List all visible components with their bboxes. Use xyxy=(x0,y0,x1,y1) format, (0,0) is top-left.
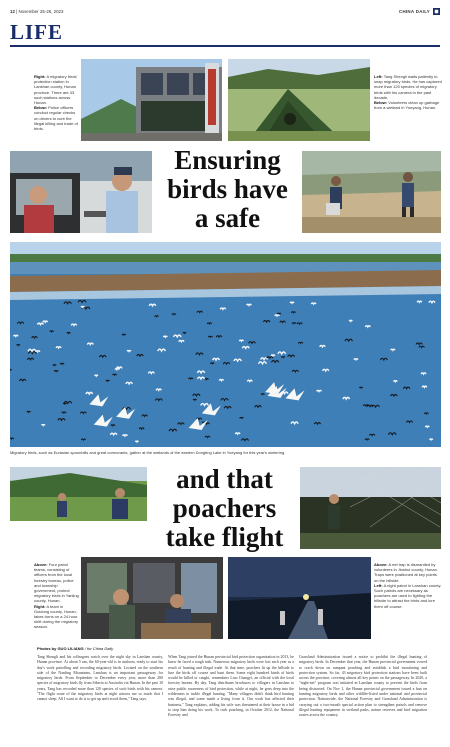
bird-mark xyxy=(183,332,186,333)
caption-text: A night patrol in Lanshan county. Such patrols are necessary as poachers are used to lighting the hillside to attract the birds and lure them off course. xyxy=(374,582,442,609)
bird-mark xyxy=(393,381,397,382)
bird-mark xyxy=(27,411,31,412)
bird-mark xyxy=(60,363,64,364)
bird-mark xyxy=(42,425,45,426)
bird-mark xyxy=(311,303,316,304)
bird-mark xyxy=(277,313,281,314)
caption-text: A migratory birds' protection station in Lanshan county, Hunan province. There are 43 such stations across Hunan. xyxy=(34,74,78,106)
bird-mark xyxy=(179,340,184,341)
caption-lead: Left: xyxy=(374,582,383,588)
china-daily-logo-icon xyxy=(433,8,440,15)
bird-mark xyxy=(95,375,98,376)
bird-mark xyxy=(106,380,110,381)
photo-net-trap xyxy=(300,467,441,549)
caption-text: Volunteers clean up garbage from a wetland in Yueyang, Hunan. xyxy=(374,100,440,111)
bird-mark xyxy=(219,379,223,380)
bird-mark xyxy=(235,433,240,434)
caption-bottom-right xyxy=(374,562,442,609)
photo-tent-photographer xyxy=(228,59,370,141)
photo-lake-birds xyxy=(10,242,441,447)
bird-mark xyxy=(62,412,66,413)
bird-mark xyxy=(240,417,244,418)
section-title: LIFE xyxy=(10,20,64,44)
bird-mark xyxy=(17,345,20,346)
bird-mark xyxy=(188,378,192,379)
bird-mark xyxy=(172,314,176,315)
caption-lead: Below: xyxy=(34,105,48,111)
credit-source: / for China Daily xyxy=(84,646,114,651)
caption-top-right xyxy=(374,74,442,110)
bird-mark xyxy=(63,403,66,404)
bird-mark xyxy=(354,359,358,360)
bird-mark xyxy=(123,435,128,436)
article-text: Grassland Administration issued a notice to prohibit the illegal hunting of migratory birds. In December that year, the Hunan provincial government vowed to crack down on rampant poaching and establish a bird monitoring and protection system. So far, 43 migratory bird protection stations have been built across the province, covering almost all key points on the passageway. In 2020, a "night-net" program was initiated in Lanshan county to prevent the birds from being distracted. On Nov 1, the Hunan provincial government issued a ban on hunting migratory birds and other wildlife-listed under national and provincial protection. Nationwide, the National Forestry and Grassland Administration is carrying out a two-month special action plan to strengthen patrols and remove illegal hunting equipment in wetland parks, nature reserves and bird migration routes across the country. xyxy=(299,655,427,718)
bird-mark xyxy=(81,306,84,307)
bird-mark xyxy=(281,357,284,358)
article-column-1 xyxy=(37,655,163,743)
page-number: 12 xyxy=(10,9,15,14)
bird-mark xyxy=(56,347,61,348)
caption-lead: Below: xyxy=(374,100,388,106)
bird-mark xyxy=(239,340,243,341)
bird-mark xyxy=(247,304,252,305)
bird-mark xyxy=(261,394,264,395)
caption-lead: Right: xyxy=(34,603,46,609)
bird-mark xyxy=(87,343,93,345)
caption-top-left xyxy=(34,74,79,131)
caption-lead: Above: xyxy=(34,562,48,567)
photo-night-patrol xyxy=(228,557,371,639)
bird-mark xyxy=(193,399,196,400)
bird-mark xyxy=(127,350,131,351)
bird-mark xyxy=(208,336,212,337)
bird-mark xyxy=(365,439,369,440)
bird-mark xyxy=(155,316,159,317)
caption-main: Migratory birds, such as Eurasian spoonbills and great cormorants, gather at the wetlands of the eastern Dongting Lake in Yueyang for this year's wintering. xyxy=(10,450,286,455)
bird-mark xyxy=(323,369,329,371)
article-text: When Tang joined the Hunan provincial bird protection organization in 2013, he knew he faced a tough task. Numerous migratory birds were lost each year as a result of hunting and illegal trade. At that time, poachers lit up the hillside to lure the birds off course and hunt them. Some eight hundred kinds of birds would be killed or caught, remembers Liao Changyi, an official with the local forestry bureau. By day, Tang distributes brochures to villagers in Lanshan to raise public awareness of bird protection, while at night, he goes deep into the wilderness to tackle illegal hunting. "Many villagers didn't think bird hunting was illegal, and some made a living from it. Our work has affected their business," Tang explains, adding his wife was threatened at their house in a bid to stop him doing his work. To curb poaching, in October 2012, the National Forestry and xyxy=(168,655,294,718)
article-column-3 xyxy=(299,655,427,743)
photo-credit xyxy=(37,646,113,651)
headline-bottom: and that poachers take flight xyxy=(165,464,284,552)
bird-mark xyxy=(148,372,154,374)
bird-mark xyxy=(291,312,295,313)
bird-mark xyxy=(210,363,214,364)
photo-protection-station xyxy=(81,59,222,141)
bird-mark xyxy=(317,390,322,391)
bird-mark xyxy=(163,336,167,337)
bird-mark xyxy=(205,379,209,380)
brand-name: CHINA DAILY xyxy=(398,9,430,14)
bird-mark xyxy=(50,331,54,332)
bird-mark xyxy=(320,345,325,346)
bird-mark xyxy=(417,301,422,302)
caption-text: Four patrol teams, consisting of officers from the local forestry bureau, police and township government, protect migratory birds in Yanling county, Hunan. xyxy=(34,562,79,604)
bird-mark xyxy=(43,321,48,322)
bird-mark xyxy=(156,389,161,390)
bird-mark xyxy=(275,315,280,316)
bird-mark xyxy=(365,326,370,327)
bird-mark xyxy=(247,380,252,381)
caption-lead: Left: xyxy=(374,74,383,79)
article-column-2 xyxy=(168,655,294,743)
photo-night-shift xyxy=(81,557,223,639)
bird-mark xyxy=(422,386,427,387)
bird-mark xyxy=(298,342,303,343)
caption-text: A team in Guidong county, Hunan, takes turns on a 24-hour shift during the migratory season. xyxy=(34,603,79,630)
article-text: Tang Shengli and his colleagues watch over the night sky in Lanshan county, Hunan province. At about 5 am, the 60-year-old is in uniform, ready to start his day's work patrolling and recording migratory birds. Located on the southern side of the Nanling Mountains, Lanshan is an important passageway for migratory birds. From September to December every year, more than 200 species of migratory birds fly from Siberia to Australia via Hunan. In the past 10 years, Tang has recorded more than 120 species of such birds with his camera. "The flight route of the migratory birds at night attracts me so much that I cannot sleep. All I want to do is to get up and record them," Tang says. xyxy=(37,655,163,702)
caption-text: Police officers conduct regular checks on drivers to curb the illegal killing and trade of birds. xyxy=(34,105,78,132)
page-header: 12 | November 25-26, 2023 CHINA DAILY xyxy=(10,9,440,14)
bird-mark xyxy=(424,413,428,414)
bird-mark xyxy=(425,426,429,427)
photo-patrol-team xyxy=(10,467,147,521)
bird-mark xyxy=(122,334,126,335)
bird-mark xyxy=(53,365,56,366)
caption-text: A net trap is dismantled by volunteers in Jinshui county, Hunan. Traps were positioned at key points on the hillside. xyxy=(374,562,438,583)
caption-bottom-left xyxy=(34,562,79,630)
bird-mark xyxy=(115,369,119,370)
bird-mark xyxy=(13,335,18,336)
bird-mark xyxy=(290,302,294,303)
headline-top: Ensuring birds have a safe xyxy=(167,145,288,233)
credit-label: Photos by GUO LILIANG xyxy=(37,646,84,651)
bird-mark xyxy=(37,323,43,324)
caption-text: Tang Shengli waits patiently to snap migratory birds. He has captured more than 120 species of migratory birds with his camera in the past decade. xyxy=(374,74,442,100)
bird-mark xyxy=(67,332,70,333)
photo-police-check xyxy=(10,151,152,233)
bird-mark xyxy=(292,323,296,324)
bird-mark xyxy=(421,373,426,374)
bird-mark xyxy=(81,439,85,440)
bird-mark xyxy=(429,439,432,440)
bird-mark xyxy=(54,370,58,371)
bird-mark xyxy=(207,323,212,324)
bird-mark xyxy=(271,355,275,356)
bird-mark xyxy=(111,425,115,426)
bird-mark xyxy=(220,308,225,309)
bird-mark xyxy=(349,320,352,321)
bird-mark xyxy=(359,387,362,388)
photo-volunteers-cleaning xyxy=(302,151,441,233)
caption-lead: Right: xyxy=(34,74,46,79)
section-rule xyxy=(10,45,440,47)
caption-lead: Above: xyxy=(374,562,388,567)
bird-mark xyxy=(135,441,138,442)
issue-date: November 25-26, 2023 xyxy=(18,9,64,14)
bird-mark xyxy=(391,349,395,350)
bird-mark xyxy=(71,324,76,325)
bird-mark xyxy=(113,374,117,375)
